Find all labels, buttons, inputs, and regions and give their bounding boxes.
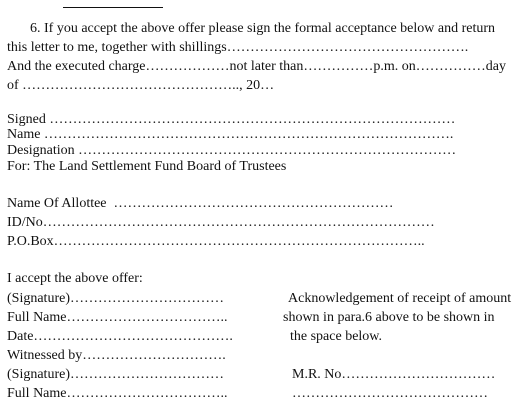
top-rule xyxy=(63,7,163,8)
acceptance-signature-line: (Signature)…………………………… xyxy=(7,291,224,306)
acknowledgement-line2: shown in para.6 above to be shown in xyxy=(283,310,495,325)
witness-signature-line: (Signature)…………………………… xyxy=(7,367,224,382)
po-box-line: P.O.Box…………………………………………………………………….. xyxy=(7,234,425,249)
acceptance-heading: I accept the above offer: xyxy=(7,271,143,286)
acceptance-fullname-line: Full Name…………………………….. xyxy=(7,310,228,325)
para6-line2: this letter to me, together with shillings……………………………………………. xyxy=(7,40,469,55)
allottee-name-line: Name Of Allottee …………………………………………………… xyxy=(7,196,394,211)
receipt-blank-line: …………………………………… xyxy=(292,386,488,401)
para6-line4: of ……………………………………….., 20… xyxy=(7,78,275,93)
for-board-line: For: The Land Settlement Fund Board of Trustees xyxy=(7,159,287,174)
para6-line3: And the executed charge………………not later than……………p.m. on……………day xyxy=(7,59,506,74)
signed-line: Signed …………………………………………………………………………… xyxy=(7,112,456,127)
witnessed-by-line: Witnessed by…………………………. xyxy=(7,348,226,363)
name-line: Name ……………………………………………………………………………. xyxy=(7,127,454,142)
acknowledgement-line1: Acknowledgement of receipt of amount xyxy=(288,291,512,306)
mr-number-line: M.R. No…………………………… xyxy=(292,367,496,382)
id-number-line: ID/No………………………………………………………………………… xyxy=(7,215,435,230)
acceptance-date-line: Date……………………………………. xyxy=(7,329,233,344)
para6-line1: 6. If you accept the above offer please sign the formal acceptance below and return xyxy=(30,21,496,36)
designation-line: Designation ……………………………………………………………………… xyxy=(7,143,457,158)
acknowledgement-line3: the space below. xyxy=(290,329,382,344)
witness-fullname-line: Full Name…………………………….. xyxy=(7,386,228,401)
